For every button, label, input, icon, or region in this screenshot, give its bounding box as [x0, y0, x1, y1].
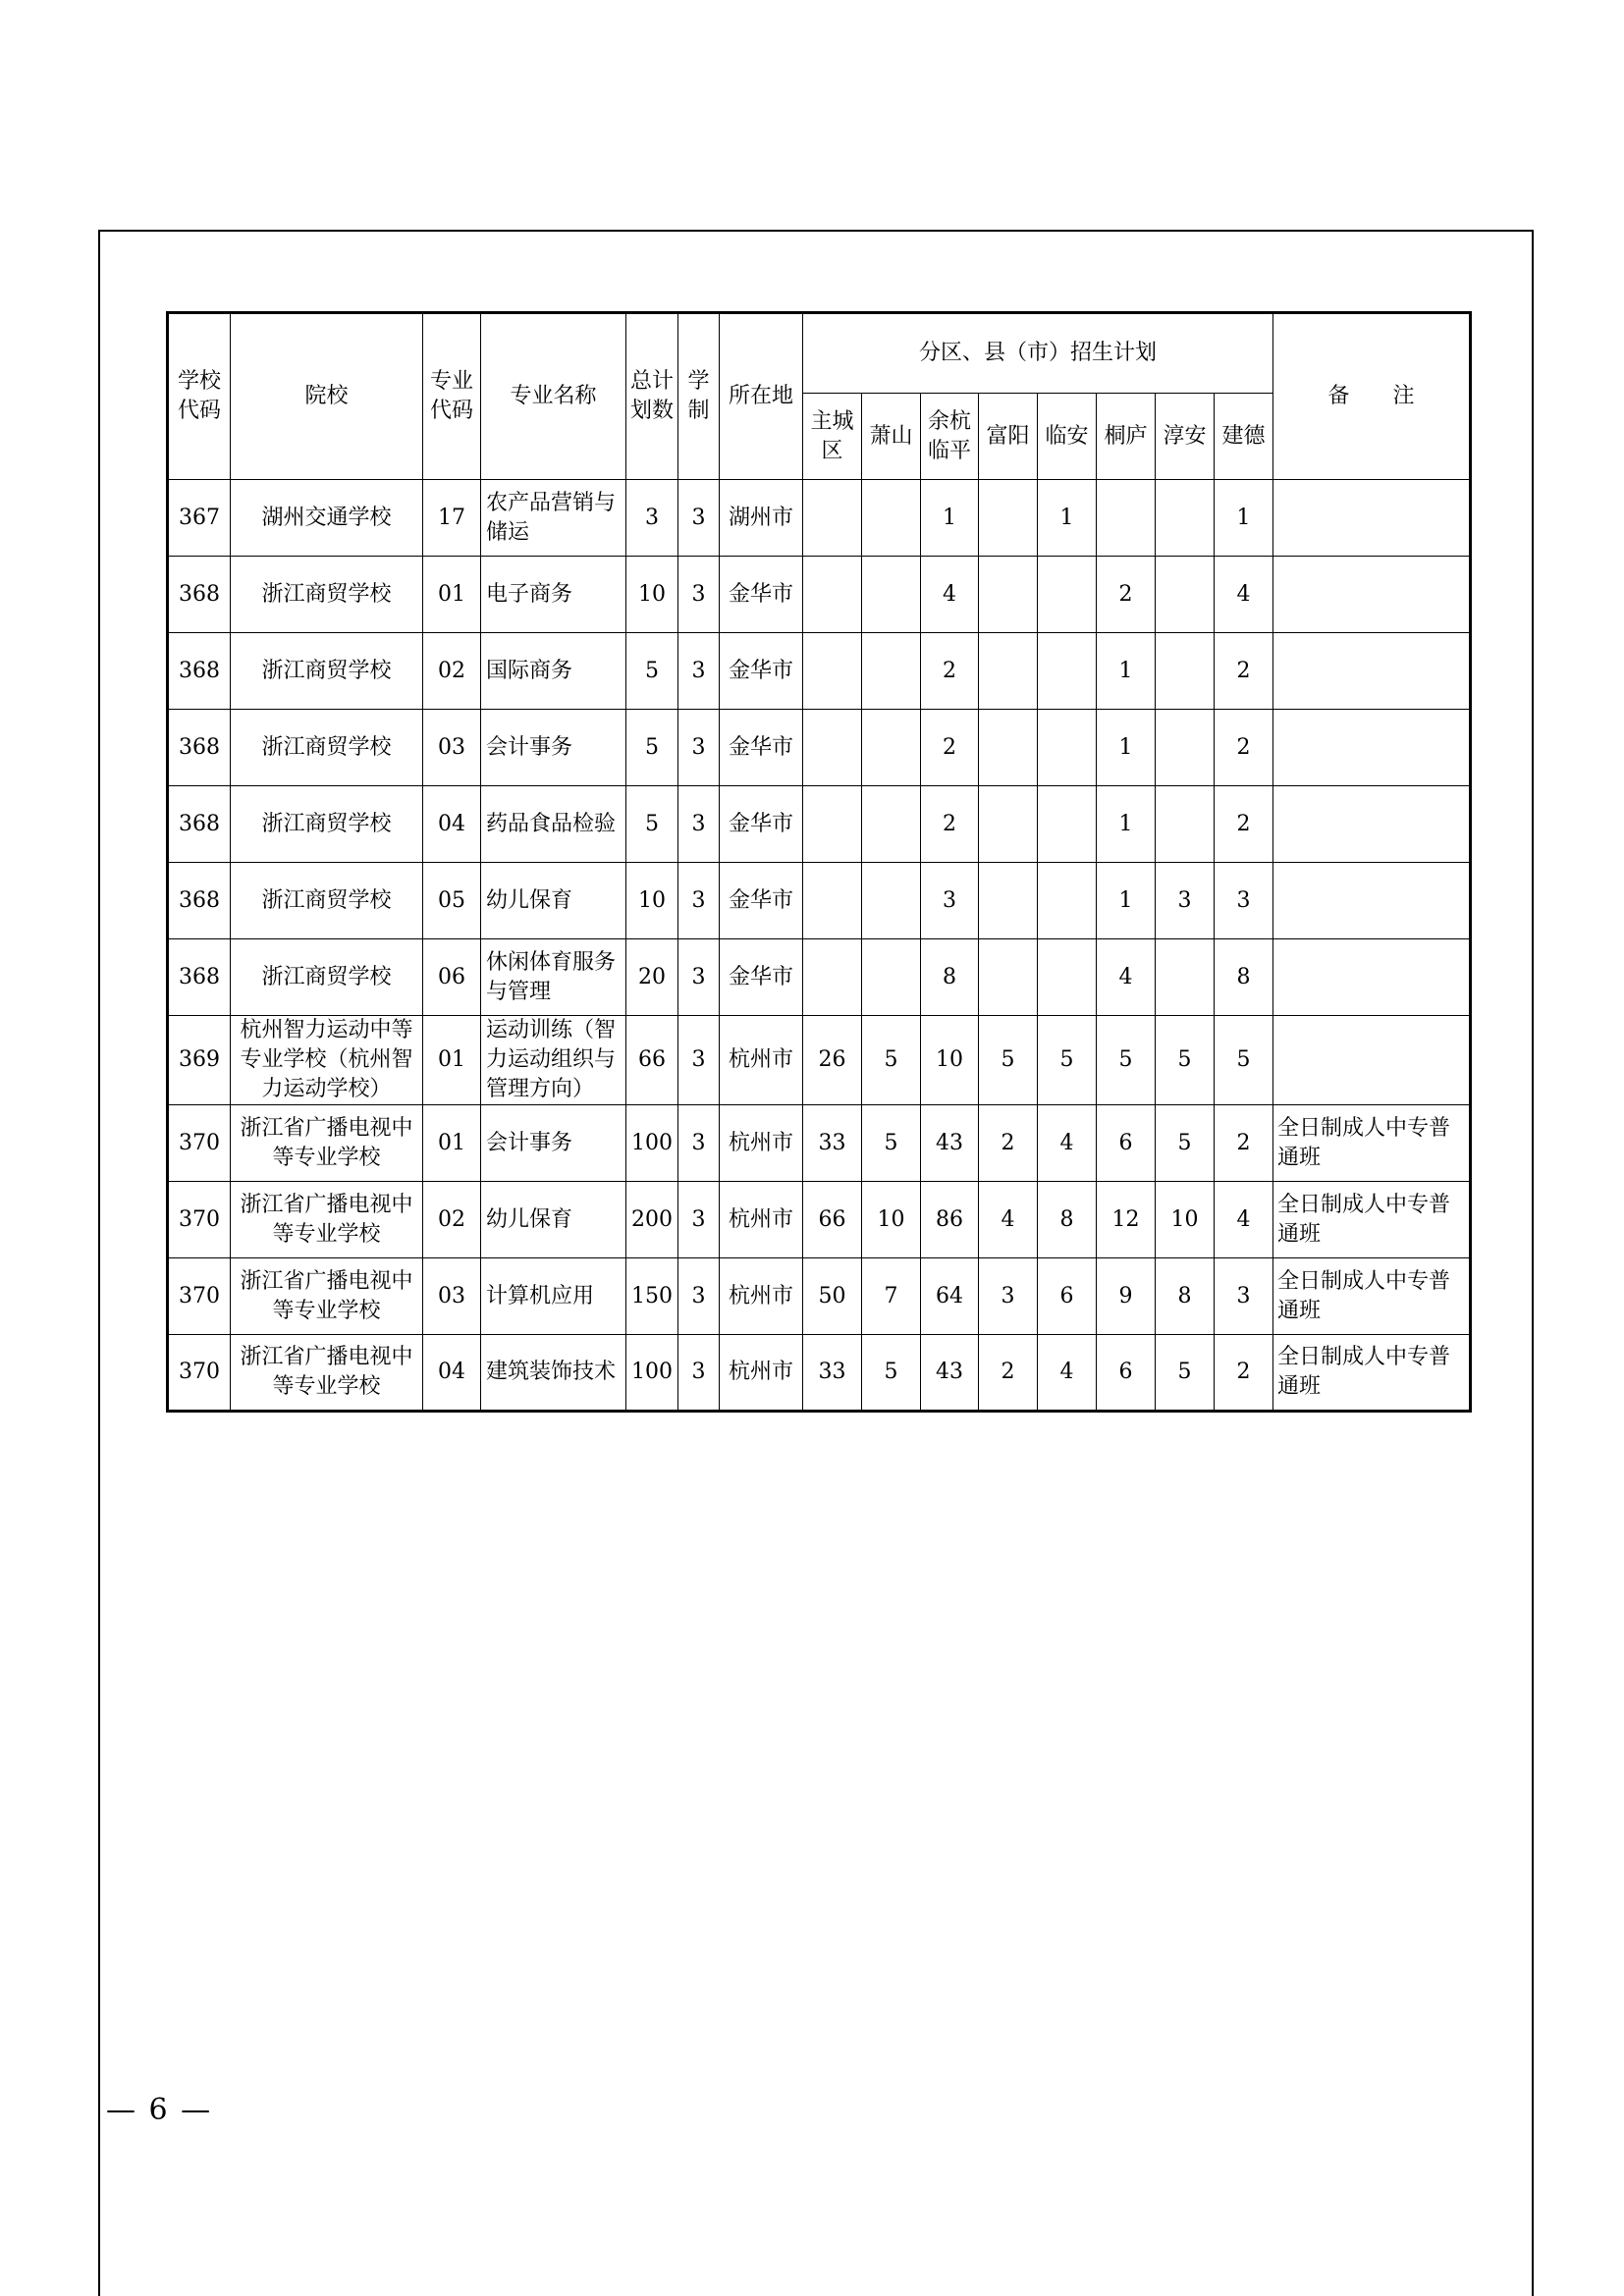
district-plan-cell: 8 — [921, 939, 979, 1016]
district-plan-cell: 64 — [921, 1258, 979, 1335]
district-plan-cell — [803, 633, 862, 710]
school-code-cell: 368 — [168, 710, 231, 786]
header-major-code: 专业代码 — [423, 313, 481, 480]
district-plan-cell — [1156, 939, 1215, 1016]
location-cell: 杭州市 — [720, 1016, 803, 1105]
duration-cell: 3 — [678, 1182, 720, 1258]
district-plan-cell: 1 — [1097, 633, 1156, 710]
district-plan-cell: 66 — [803, 1182, 862, 1258]
district-plan-cell: 3 — [979, 1258, 1038, 1335]
district-plan-cell: 2 — [921, 633, 979, 710]
district-plan-cell: 8 — [1215, 939, 1273, 1016]
header-remarks: 备 注 — [1273, 313, 1471, 480]
district-plan-cell: 2 — [1215, 1105, 1273, 1182]
school-name-cell: 浙江商贸学校 — [231, 786, 423, 863]
school-name-cell: 浙江商贸学校 — [231, 633, 423, 710]
district-plan-cell: 43 — [921, 1335, 979, 1412]
major-name-cell: 建筑装饰技术 — [481, 1335, 626, 1412]
table-row — [168, 939, 1471, 1016]
district-plan-cell: 8 — [1038, 1182, 1097, 1258]
total-plan-cell: 100 — [626, 1105, 678, 1182]
district-plan-cell — [979, 786, 1038, 863]
district-plan-cell: 1 — [921, 480, 979, 557]
district-plan-cell: 4 — [921, 557, 979, 633]
duration-cell: 3 — [678, 863, 720, 939]
district-plan-cell: 1 — [1097, 863, 1156, 939]
major-name-cell: 电子商务 — [481, 557, 626, 633]
remarks-cell: 全日制成人中专普通班 — [1273, 1182, 1471, 1258]
school-name-cell: 杭州智力运动中等专业学校（杭州智力运动学校） — [231, 1016, 423, 1105]
duration-cell: 3 — [678, 1335, 720, 1412]
district-plan-cell: 4 — [979, 1182, 1038, 1258]
remarks-cell — [1273, 786, 1471, 863]
location-cell: 金华市 — [720, 710, 803, 786]
district-plan-cell: 7 — [862, 1258, 921, 1335]
table-row — [168, 1016, 1471, 1105]
duration-cell: 3 — [678, 633, 720, 710]
header-district: 主城区 — [803, 394, 862, 480]
district-plan-cell: 26 — [803, 1016, 862, 1105]
district-plan-cell: 33 — [803, 1105, 862, 1182]
remarks-cell — [1273, 710, 1471, 786]
major-code-cell: 05 — [423, 863, 481, 939]
district-plan-cell: 43 — [921, 1105, 979, 1182]
school-code-cell: 368 — [168, 557, 231, 633]
header-district: 桐庐 — [1097, 394, 1156, 480]
major-code-cell: 04 — [423, 786, 481, 863]
school-code-cell: 369 — [168, 1016, 231, 1105]
district-plan-cell: 1 — [1097, 786, 1156, 863]
district-plan-cell: 6 — [1097, 1335, 1156, 1412]
duration-cell: 3 — [678, 1016, 720, 1105]
major-code-cell: 03 — [423, 710, 481, 786]
district-plan-cell: 3 — [1215, 863, 1273, 939]
total-plan-cell: 5 — [626, 633, 678, 710]
school-code-cell: 370 — [168, 1335, 231, 1412]
district-plan-cell: 4 — [1215, 1182, 1273, 1258]
district-plan-cell: 3 — [1215, 1258, 1273, 1335]
major-code-cell: 01 — [423, 1105, 481, 1182]
duration-cell: 3 — [678, 480, 720, 557]
district-plan-cell: 5 — [1038, 1016, 1097, 1105]
district-plan-cell: 4 — [1038, 1105, 1097, 1182]
district-plan-cell: 5 — [862, 1016, 921, 1105]
location-cell: 金华市 — [720, 557, 803, 633]
district-plan-cell: 5 — [862, 1105, 921, 1182]
district-plan-cell: 5 — [862, 1335, 921, 1412]
district-plan-cell: 2 — [979, 1335, 1038, 1412]
district-plan-cell: 5 — [1156, 1016, 1215, 1105]
district-plan-cell: 10 — [1156, 1182, 1215, 1258]
table-row — [168, 1182, 1471, 1258]
major-name-cell: 农产品营销与储运 — [481, 480, 626, 557]
total-plan-cell: 66 — [626, 1016, 678, 1105]
district-plan-cell: 5 — [979, 1016, 1038, 1105]
district-plan-cell: 2 — [1215, 1335, 1273, 1412]
major-code-cell: 02 — [423, 1182, 481, 1258]
header-district-plan: 分区、县（市）招生计划 — [803, 313, 1273, 394]
district-plan-cell: 3 — [921, 863, 979, 939]
major-code-cell: 04 — [423, 1335, 481, 1412]
location-cell: 杭州市 — [720, 1105, 803, 1182]
remarks-cell: 全日制成人中专普通班 — [1273, 1258, 1471, 1335]
major-code-cell: 06 — [423, 939, 481, 1016]
school-name-cell: 浙江省广播电视中等专业学校 — [231, 1335, 423, 1412]
school-code-cell: 367 — [168, 480, 231, 557]
district-plan-cell: 5 — [1097, 1016, 1156, 1105]
major-name-cell: 国际商务 — [481, 633, 626, 710]
district-plan-cell: 5 — [1156, 1105, 1215, 1182]
remarks-cell: 全日制成人中专普通班 — [1273, 1335, 1471, 1412]
school-code-cell: 368 — [168, 939, 231, 1016]
remarks-cell — [1273, 480, 1471, 557]
district-plan-cell: 2 — [1215, 786, 1273, 863]
table-row — [168, 480, 1471, 557]
header-district: 淳安 — [1156, 394, 1215, 480]
major-code-cell: 02 — [423, 633, 481, 710]
major-name-cell: 药品食品检验 — [481, 786, 626, 863]
district-plan-cell: 50 — [803, 1258, 862, 1335]
district-plan-cell: 5 — [1215, 1016, 1273, 1105]
district-plan-cell — [803, 863, 862, 939]
location-cell: 杭州市 — [720, 1335, 803, 1412]
page-number: — 6 — — [106, 2093, 213, 2127]
table-row — [168, 557, 1471, 633]
major-name-cell: 会计事务 — [481, 1105, 626, 1182]
district-plan-cell: 4 — [1038, 1335, 1097, 1412]
district-plan-cell — [979, 939, 1038, 1016]
table-row — [168, 1258, 1471, 1335]
district-plan-cell: 4 — [1097, 939, 1156, 1016]
district-plan-cell — [979, 633, 1038, 710]
duration-cell: 3 — [678, 786, 720, 863]
district-plan-cell: 10 — [921, 1016, 979, 1105]
district-plan-cell: 3 — [1156, 863, 1215, 939]
district-plan-cell — [1156, 480, 1215, 557]
header-district: 萧山 — [862, 394, 921, 480]
duration-cell: 3 — [678, 1258, 720, 1335]
school-name-cell: 湖州交通学校 — [231, 480, 423, 557]
total-plan-cell: 20 — [626, 939, 678, 1016]
district-plan-cell — [979, 557, 1038, 633]
district-plan-cell — [1156, 633, 1215, 710]
header-duration: 学制 — [678, 313, 720, 480]
major-code-cell: 01 — [423, 1016, 481, 1105]
district-plan-cell — [803, 939, 862, 1016]
total-plan-cell: 100 — [626, 1335, 678, 1412]
remarks-cell: 全日制成人中专普通班 — [1273, 1105, 1471, 1182]
district-plan-cell — [1156, 557, 1215, 633]
district-plan-cell — [862, 633, 921, 710]
district-plan-cell — [862, 863, 921, 939]
district-plan-cell — [862, 939, 921, 1016]
table-row — [168, 863, 1471, 939]
location-cell: 金华市 — [720, 633, 803, 710]
duration-cell: 3 — [678, 710, 720, 786]
district-plan-cell: 2 — [921, 710, 979, 786]
district-plan-cell — [803, 480, 862, 557]
table-row — [168, 786, 1471, 863]
district-plan-cell: 2 — [1097, 557, 1156, 633]
school-name-cell: 浙江商贸学校 — [231, 939, 423, 1016]
table-row — [168, 1105, 1471, 1182]
header-total: 总计划数 — [626, 313, 678, 480]
district-plan-cell — [862, 710, 921, 786]
school-code-cell: 370 — [168, 1182, 231, 1258]
remarks-cell — [1273, 939, 1471, 1016]
school-code-cell: 368 — [168, 633, 231, 710]
school-name-cell: 浙江省广播电视中等专业学校 — [231, 1105, 423, 1182]
remarks-cell — [1273, 1016, 1471, 1105]
district-plan-cell: 33 — [803, 1335, 862, 1412]
district-plan-cell — [803, 710, 862, 786]
district-plan-cell — [979, 710, 1038, 786]
location-cell: 金华市 — [720, 863, 803, 939]
location-cell: 金华市 — [720, 786, 803, 863]
major-name-cell: 运动训练（智力运动组织与管理方向） — [481, 1016, 626, 1105]
total-plan-cell: 5 — [626, 710, 678, 786]
location-cell: 杭州市 — [720, 1182, 803, 1258]
district-plan-cell: 8 — [1156, 1258, 1215, 1335]
table-row — [168, 633, 1471, 710]
header-district: 临安 — [1038, 394, 1097, 480]
district-plan-cell: 10 — [862, 1182, 921, 1258]
school-code-cell: 370 — [168, 1105, 231, 1182]
district-plan-cell: 9 — [1097, 1258, 1156, 1335]
district-plan-cell — [1038, 633, 1097, 710]
school-name-cell: 浙江省广播电视中等专业学校 — [231, 1182, 423, 1258]
district-plan-cell: 1 — [1038, 480, 1097, 557]
header-district: 建德 — [1215, 394, 1273, 480]
district-plan-cell — [862, 557, 921, 633]
major-name-cell: 幼儿保育 — [481, 863, 626, 939]
header-school-code: 学校代码 — [168, 313, 231, 480]
district-plan-cell: 6 — [1038, 1258, 1097, 1335]
district-plan-cell: 2 — [921, 786, 979, 863]
header-school: 院校 — [231, 313, 423, 480]
header-major-name: 专业名称 — [481, 313, 626, 480]
total-plan-cell: 10 — [626, 557, 678, 633]
table-header — [168, 313, 1471, 480]
remarks-cell — [1273, 557, 1471, 633]
district-plan-cell — [803, 557, 862, 633]
school-code-cell: 370 — [168, 1258, 231, 1335]
district-plan-cell — [1038, 786, 1097, 863]
district-plan-cell — [979, 863, 1038, 939]
district-plan-cell: 4 — [1215, 557, 1273, 633]
district-plan-cell: 12 — [1097, 1182, 1156, 1258]
district-plan-cell: 1 — [1215, 480, 1273, 557]
major-name-cell: 会计事务 — [481, 710, 626, 786]
location-cell: 杭州市 — [720, 1258, 803, 1335]
district-plan-cell — [1156, 786, 1215, 863]
major-name-cell: 休闲体育服务与管理 — [481, 939, 626, 1016]
district-plan-cell: 6 — [1097, 1105, 1156, 1182]
district-plan-cell: 86 — [921, 1182, 979, 1258]
location-cell: 湖州市 — [720, 480, 803, 557]
school-name-cell: 浙江商贸学校 — [231, 863, 423, 939]
school-name-cell: 浙江商贸学校 — [231, 710, 423, 786]
major-code-cell: 03 — [423, 1258, 481, 1335]
major-code-cell: 01 — [423, 557, 481, 633]
district-plan-cell — [1038, 710, 1097, 786]
location-cell: 金华市 — [720, 939, 803, 1016]
duration-cell: 3 — [678, 939, 720, 1016]
school-code-cell: 368 — [168, 786, 231, 863]
district-plan-cell — [1038, 557, 1097, 633]
total-plan-cell: 10 — [626, 863, 678, 939]
district-plan-cell — [979, 480, 1038, 557]
district-plan-cell: 2 — [979, 1105, 1038, 1182]
major-name-cell: 计算机应用 — [481, 1258, 626, 1335]
header-location: 所在地 — [720, 313, 803, 480]
district-plan-cell — [862, 786, 921, 863]
total-plan-cell: 150 — [626, 1258, 678, 1335]
total-plan-cell: 200 — [626, 1182, 678, 1258]
header-district: 富阳 — [979, 394, 1038, 480]
district-plan-cell: 5 — [1156, 1335, 1215, 1412]
major-code-cell: 17 — [423, 480, 481, 557]
duration-cell: 3 — [678, 1105, 720, 1182]
header-district: 余杭临平 — [921, 394, 979, 480]
district-plan-cell: 2 — [1215, 633, 1273, 710]
table-row — [168, 710, 1471, 786]
major-name-cell: 幼儿保育 — [481, 1182, 626, 1258]
district-plan-cell — [1097, 480, 1156, 557]
district-plan-cell — [1038, 939, 1097, 1016]
table-body — [168, 480, 1471, 1412]
remarks-cell — [1273, 633, 1471, 710]
total-plan-cell: 5 — [626, 786, 678, 863]
district-plan-cell — [1038, 863, 1097, 939]
enrollment-plan-table — [166, 311, 1472, 1413]
table-row — [168, 1335, 1471, 1412]
district-plan-cell: 1 — [1097, 710, 1156, 786]
duration-cell: 3 — [678, 557, 720, 633]
total-plan-cell: 3 — [626, 480, 678, 557]
school-code-cell: 368 — [168, 863, 231, 939]
district-plan-cell — [803, 786, 862, 863]
school-name-cell: 浙江商贸学校 — [231, 557, 423, 633]
district-plan-cell — [1156, 710, 1215, 786]
school-name-cell: 浙江省广播电视中等专业学校 — [231, 1258, 423, 1335]
remarks-cell — [1273, 863, 1471, 939]
district-plan-cell — [862, 480, 921, 557]
district-plan-cell: 2 — [1215, 710, 1273, 786]
